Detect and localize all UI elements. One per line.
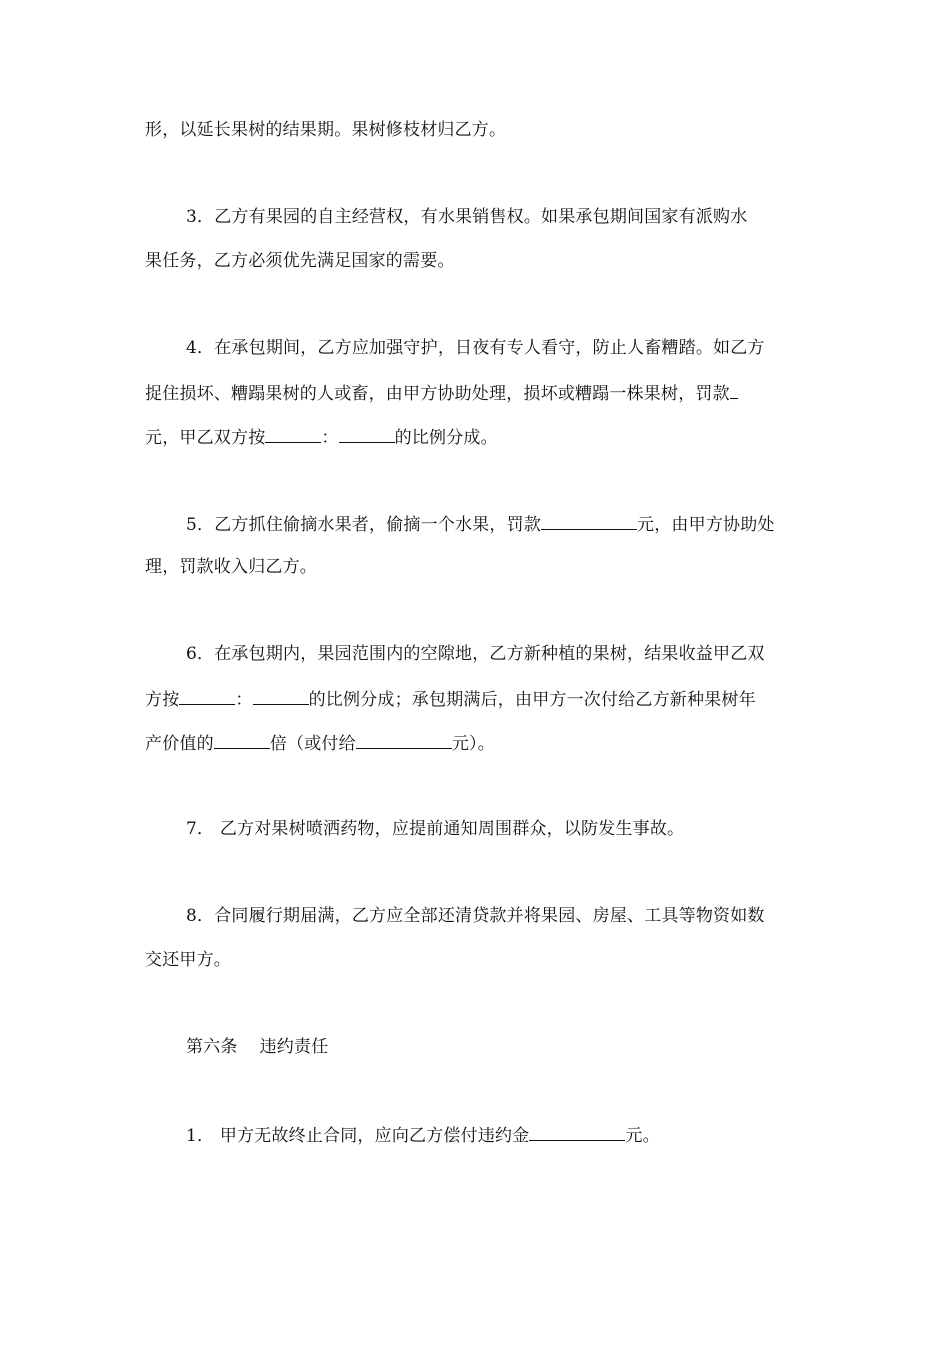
text: 元，由甲方协助处	[637, 515, 775, 535]
clause-6-line-2	[145, 686, 815, 712]
text: ：	[321, 428, 339, 448]
clause-5-line-2	[145, 555, 815, 579]
article-6-clause-1	[186, 1122, 856, 1148]
article-6-heading	[186, 1035, 856, 1059]
text: 形，以延长果树的结果期。果树修枝材归乙方。	[145, 120, 507, 140]
article-title: 违约责任	[259, 1037, 329, 1057]
fill-blank	[339, 424, 395, 443]
article-number: 第六条	[186, 1037, 238, 1057]
text: 的比例分成。	[394, 428, 498, 448]
text: 4．在承包期间，乙方应加强守护，日夜有专人看守，防止人畜糟踏。如乙方	[186, 338, 765, 358]
text: 元，甲乙双方按	[145, 428, 266, 448]
text: 方按	[145, 690, 180, 710]
clause-4-line-3	[145, 424, 815, 450]
clause-6-line-3	[145, 730, 815, 756]
text: 交还甲方。	[145, 950, 231, 970]
fill-blank	[730, 380, 738, 399]
text: 产价值的	[145, 734, 214, 754]
clause-4-line-2	[145, 380, 815, 406]
clause-4-line-1	[186, 336, 856, 360]
fill-blank	[265, 424, 321, 443]
clause-6-line-1	[186, 642, 856, 666]
clause-8-line-1	[186, 904, 856, 928]
paragraph-2-tail	[145, 118, 815, 142]
clause-3-line-2	[145, 249, 815, 273]
text: 果任务，乙方必须优先满足国家的需要。	[145, 251, 455, 271]
text: 的比例分成；承包期满后，由甲方一次付给乙方新种果树年	[308, 690, 756, 710]
clause-5-line-1	[186, 511, 856, 537]
fill-blank	[529, 1122, 625, 1141]
text: 5．乙方抓住偷摘水果者，偷摘一个水果，罚款	[186, 515, 542, 535]
fill-blank	[179, 686, 235, 705]
text: 元）。	[451, 734, 495, 754]
fill-blank	[214, 730, 270, 749]
fill-blank	[541, 511, 637, 530]
text: 1． 甲方无故终止合同，应向乙方偿付违约金	[186, 1126, 530, 1146]
clause-8-line-2	[145, 948, 815, 972]
clause-7	[186, 817, 856, 841]
text: 7． 乙方对果树喷洒药物，应提前通知周围群众，以防发生事故。	[186, 819, 685, 839]
text: 6．在承包期内，果园范围内的空隙地，乙方新种植的果树，结果收益甲乙双	[186, 644, 765, 664]
text: 元。	[625, 1126, 660, 1146]
text: ：	[235, 690, 253, 710]
text: 捉住损坏、糟蹋果树的人或畜，由甲方协助处理，损坏或糟蹋一株果树，罚款	[145, 384, 730, 404]
text: 理，罚款收入归乙方。	[145, 557, 317, 577]
fill-blank	[253, 686, 309, 705]
fill-blank	[356, 730, 452, 749]
text: 3．乙方有果园的自主经营权，有水果销售权。如果承包期间国家有派购水	[186, 207, 748, 227]
clause-3-line-1	[186, 205, 856, 229]
text: 倍（或付给	[269, 734, 356, 754]
text: 8．合同履行期届满，乙方应全部还清贷款并将果园、房屋、工具等物资如数	[186, 906, 765, 926]
